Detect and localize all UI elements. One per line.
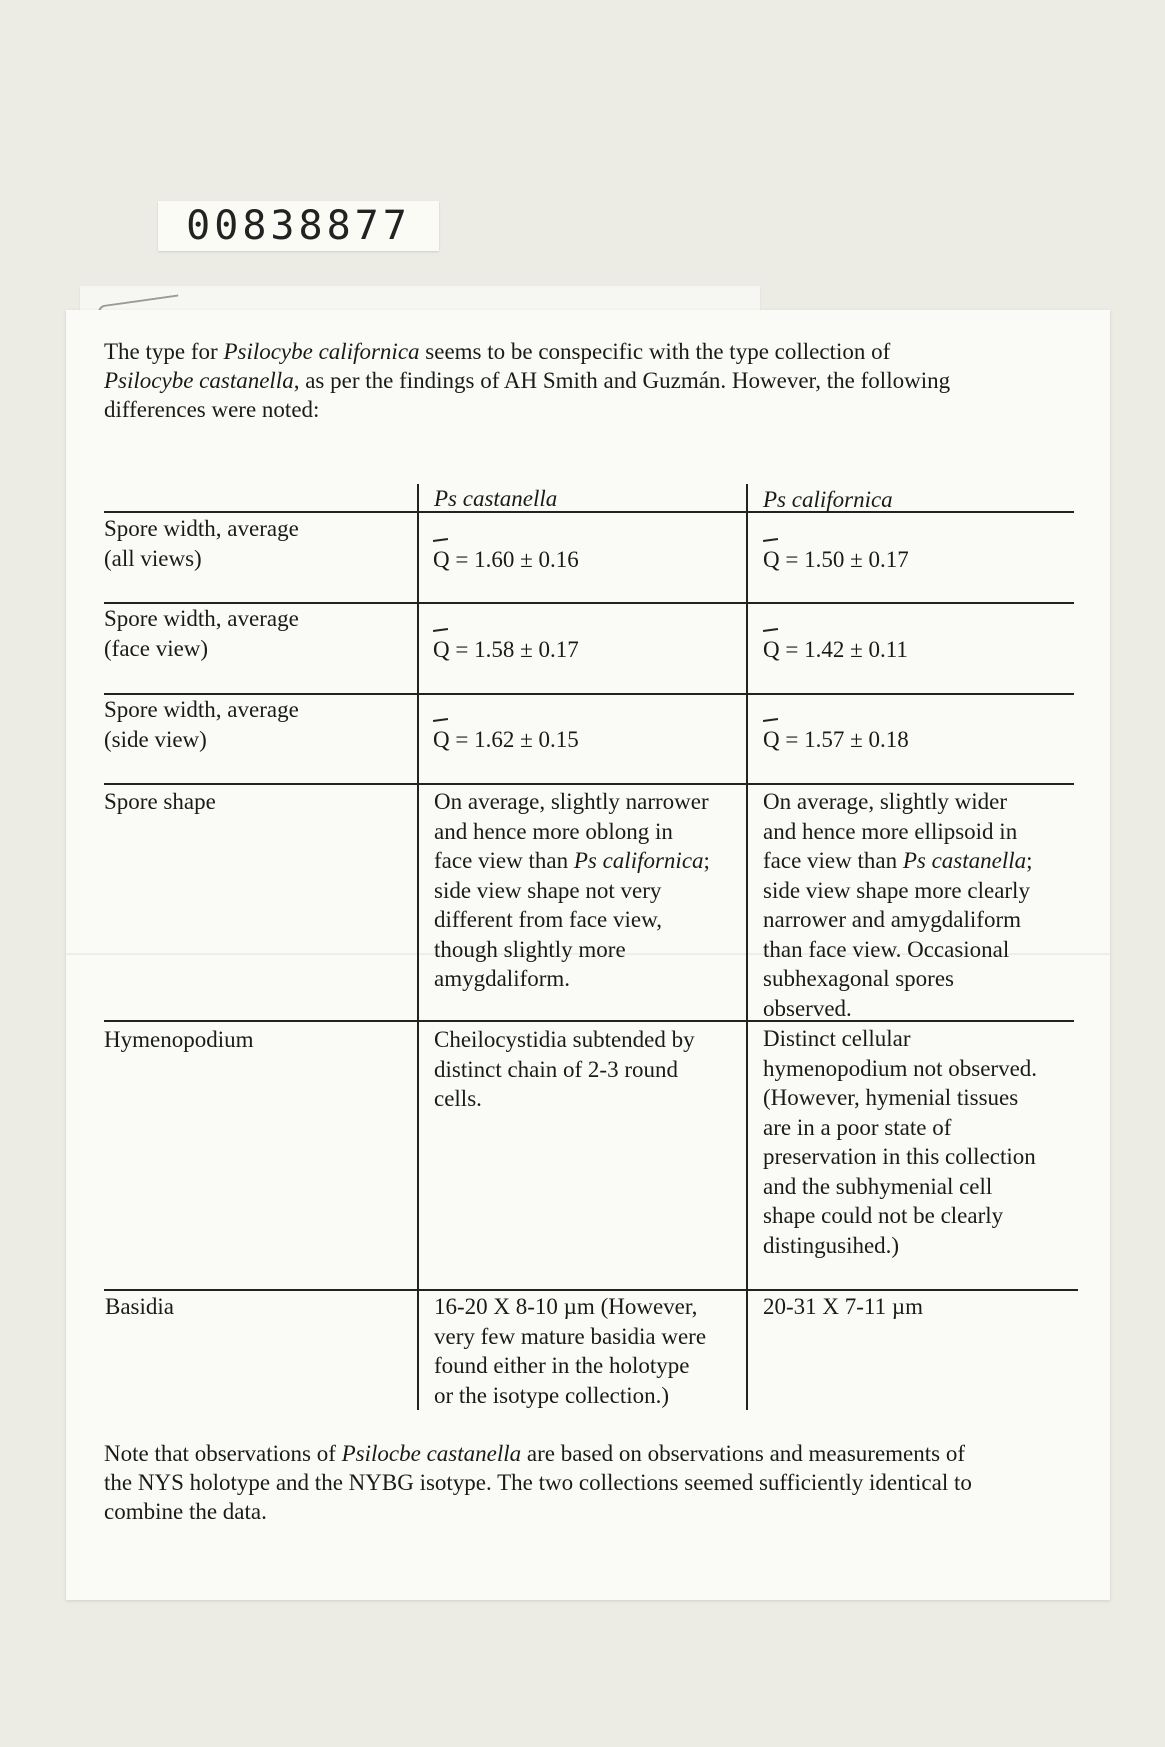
q-value-californica <box>763 545 909 575</box>
row-label-line: (face view) <box>104 635 209 661</box>
column-divider <box>746 484 748 1410</box>
cell-line: narrower and amygdaliform <box>763 907 1022 932</box>
row-divider <box>104 511 1074 513</box>
q-symbol: Q <box>763 545 780 575</box>
cell-line: (However, hymenial tissues <box>763 1085 1019 1110</box>
q-value: = 1.57 ± 0.18 <box>785 727 909 752</box>
row-label-line: Spore width, average <box>104 697 299 722</box>
row-label-line: Spore width, average <box>104 606 299 631</box>
q-value-castanella <box>433 635 579 665</box>
note-species: Psilocbe castanella <box>341 1441 522 1466</box>
q-value-californica <box>763 725 909 755</box>
note-text: Note that observations of <box>104 1441 342 1466</box>
note-paragraph <box>104 1439 1094 1526</box>
cell-line: different from face view, <box>434 907 662 932</box>
column-header-castanella: Ps castanella <box>434 486 558 511</box>
cell-line: 16-20 X 8-10 µm (However, <box>434 1294 698 1319</box>
intro-species: Psilocybe californica <box>223 339 420 364</box>
intro-paragraph <box>104 337 1094 424</box>
cell-line: ; <box>1026 848 1033 873</box>
cell-line: preservation in this collection <box>763 1144 1036 1169</box>
q-symbol: Q <box>763 635 780 665</box>
row-label <box>104 695 299 754</box>
intro-text: seems to be conspecific with the type collection of <box>419 339 891 364</box>
cell-line: Cheilocystidia subtended by <box>434 1027 695 1052</box>
column-divider <box>417 484 419 1410</box>
cell-line: face view than <box>763 848 903 873</box>
cell-species: Ps castanella <box>902 848 1027 873</box>
intro-text: The type for <box>104 339 224 364</box>
row-label-line: (side view) <box>104 726 207 752</box>
spore-shape-castanella <box>434 787 710 994</box>
q-value-castanella <box>433 545 579 575</box>
basidia-castanella <box>434 1292 706 1410</box>
cell-line: face view than <box>434 848 574 873</box>
cell-line: and hence more ellipsoid in <box>763 818 1018 844</box>
note-text: the NYS holotype and the NYBG isotype. The two collections seemed sufficiently identical to <box>104 1470 972 1495</box>
cell-line: subhexagonal spores <box>763 966 954 991</box>
row-label: Basidia <box>105 1294 174 1319</box>
cell-line: On average, slightly wider <box>763 789 1007 814</box>
row-divider <box>104 1289 1078 1291</box>
cell-line: distinct chain of 2-3 round <box>434 1056 679 1082</box>
spore-shape-californica <box>763 787 1033 1023</box>
cell-line: than face view. Occasional <box>763 936 1010 962</box>
cell-line: very few mature basidia were <box>434 1323 707 1349</box>
q-symbol: Q <box>433 635 450 665</box>
cell-line: amygdaliform. <box>434 966 571 991</box>
cell-line: found either in the holotype <box>434 1353 690 1378</box>
cell-line: observed. <box>763 995 852 1021</box>
row-divider <box>104 783 1074 785</box>
row-label: Hymenopodium <box>104 1027 254 1052</box>
cell-line: and hence more oblong in <box>434 818 673 844</box>
cell-line: shape could not be clearly <box>763 1203 1004 1228</box>
cell-line: On average, slightly narrower <box>434 789 709 814</box>
row-label <box>104 514 299 573</box>
q-value: = 1.50 ± 0.17 <box>785 547 909 572</box>
row-label <box>104 604 299 663</box>
cell-line: and the subhymenial cell <box>763 1173 993 1199</box>
row-label-line: Spore width, average <box>104 516 299 541</box>
note-text: are based on observations and measurements of <box>521 1441 966 1466</box>
cell-line: Distinct cellular <box>763 1026 911 1051</box>
q-value: = 1.42 ± 0.11 <box>785 637 908 662</box>
intro-species: Psilocybe castanella <box>104 368 294 393</box>
cell-line: ; <box>703 848 710 873</box>
hymenopodium-californica <box>763 1024 1037 1260</box>
q-value-californica <box>763 635 908 665</box>
row-label: Spore shape <box>104 789 216 814</box>
cell-line: distingusihed.) <box>763 1232 900 1258</box>
barcode-label <box>158 201 439 251</box>
cell-line: or the isotype collection.) <box>434 1382 670 1408</box>
q-value: = 1.60 ± 0.16 <box>455 547 579 572</box>
q-symbol: Q <box>763 725 780 755</box>
cell-line: cells. <box>434 1086 482 1111</box>
cell-line: side view shape not very <box>434 877 662 903</box>
barcode-number: 00838877 <box>186 203 411 249</box>
cell-species: Ps californica <box>573 848 704 873</box>
cell-line: though slightly more <box>434 936 626 962</box>
q-value: = 1.58 ± 0.17 <box>455 637 579 662</box>
cell-line: hymenopodium not observed. <box>763 1055 1038 1081</box>
hymenopodium-castanella <box>434 1025 695 1114</box>
q-symbol: Q <box>433 725 450 755</box>
cell-line: 20-31 X 7-11 µm <box>763 1294 923 1319</box>
q-value-castanella <box>433 725 579 755</box>
column-header-californica: Ps californica <box>763 487 893 512</box>
cell-line: are in a poor state of <box>763 1114 952 1140</box>
note-text: combine the data. <box>104 1499 267 1524</box>
basidia-californica <box>763 1292 923 1322</box>
intro-text: , as per the findings of AH Smith and Guzmán. However, the following <box>293 368 951 393</box>
row-label-line: (all views) <box>104 545 202 571</box>
q-value: = 1.62 ± 0.15 <box>455 727 579 752</box>
q-symbol: Q <box>433 545 450 575</box>
cell-line: side view shape more clearly <box>763 877 1030 903</box>
intro-text: differences were noted: <box>104 397 320 422</box>
